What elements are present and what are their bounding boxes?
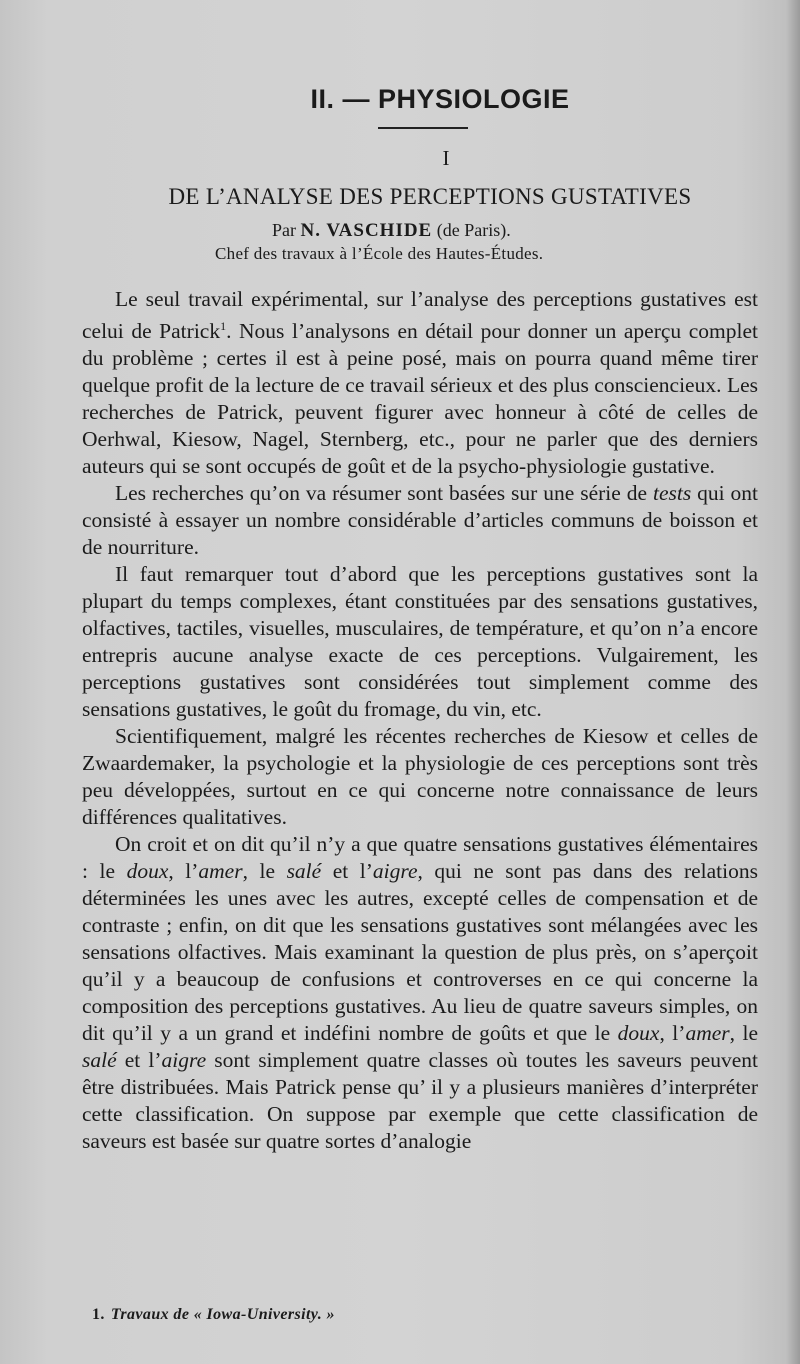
paragraph-text: et l’ xyxy=(321,859,373,884)
page-edge-shadow xyxy=(786,0,800,1364)
article-body xyxy=(82,286,758,1155)
paragraph-text: Le seul travail expérimental, sur l’analyse des perceptions gustatives est celui de Patrick xyxy=(82,287,758,344)
paragraph-text: On croit et on dit qu’il n’y a que quatre sensations gustatives élémentaires : le xyxy=(82,832,758,884)
emphasis: doux xyxy=(617,1021,660,1046)
footnote-text: Travaux de « Iowa-University. » xyxy=(110,1306,335,1323)
article-number: I xyxy=(442,146,450,170)
paragraph-text: , l’ xyxy=(168,859,199,884)
author-place: (de Paris). xyxy=(436,220,511,240)
paragraph-text: qui ont consisté à essayer un nombre considérable d’articles communs de boisson et de nourriture. xyxy=(82,481,758,560)
footnote xyxy=(92,1306,335,1324)
paragraph-text: , qui ne sont pas dans des relations déterminées les unes avec les autres, excepté celles de compensation et de contraste ; enfin, on dit que les sensations gustatives sont mélangées avec les sensations olfactives. Mais examinant la question de plus près, on s’aperçoit qu’il y a beaucoup de confusions et controverses en ce qui concerne la composition des perceptions gustatives. Au lieu de quatre saveurs simples, on dit qu’il y a un grand et indéfini nombre de goûts et que le xyxy=(82,859,758,1046)
byline xyxy=(272,220,511,242)
paragraph-text: Les recherches qu’on va résumer sont basées sur une série de xyxy=(115,481,653,506)
title-rule xyxy=(378,127,468,129)
footnote-number: 1. xyxy=(92,1306,105,1323)
paragraph xyxy=(82,286,758,480)
paragraph: Scientifiquement, malgré les récentes recherches de Kiesow et celles de Zwaardemaker, la psychologie et la physiologie de ces perceptions sont très peu développées, surtout en ce qui concerne notre connaissance de leurs différences qualitatives. xyxy=(82,724,758,830)
section-title: II. — PHYSIOLOGIE xyxy=(310,84,570,114)
byline-prefix: Par xyxy=(272,220,296,240)
paragraph-text: . Nous l’analysons en détail pour donner un aperçu complet du problème ; certes il est à peine posé, mais on pourra quand même tirer quelque profit de la lecture de ce travail sérieux et des plus consciencieux. Les recherches de Patrick, peuvent figurer avec honneur à côté de celles de Oerhwal, Kiesow, Nagel, Sternberg, etc., pour ne parler que des derniers auteurs qui se sont occupés de goût et de la psycho-physiologie gustative. xyxy=(82,319,758,479)
footnote-ref: 1 xyxy=(220,319,227,333)
emphasis: amer xyxy=(685,1021,730,1046)
author-name: N. VASCHIDE xyxy=(300,220,433,241)
emphasis: doux xyxy=(126,859,169,884)
emphasis: amer xyxy=(198,859,243,884)
emphasis: tests xyxy=(652,481,692,506)
paragraph xyxy=(82,831,758,1155)
paragraph-text: , l’ xyxy=(659,1021,686,1046)
emphasis: salé xyxy=(82,1048,117,1073)
article-title: DE L’ANALYSE DES PERCEPTIONS GUSTATIVES xyxy=(168,184,692,209)
paragraph: Il faut remarquer tout d’abord que les perceptions gustatives sont la plupart du temps complexes, étant constituées par des sensations gustatives, olfactives, tactiles, visuelles, musculaires, de température, et qu’on n’a encore entrepris aucune analyse exacte de ces perceptions. Vulgairement, les perceptions gustatives sont considérées tout simplement comme des sensations gustatives, le goût du fromage, du vin, etc. xyxy=(82,562,758,722)
author-affiliation: Chef des travaux à l’École des Hautes-Études. xyxy=(215,244,544,263)
paragraph xyxy=(82,480,758,561)
emphasis: salé xyxy=(286,859,322,884)
emphasis: aigre xyxy=(372,859,418,884)
emphasis: aigre xyxy=(161,1048,207,1073)
paragraph-text: sont simplement quatre classes où toutes les saveurs peuvent être distribuées. Mais Patrick pense qu’ il y a plusieurs manières d’interpréter cette classification. On suppose par exemple que cette classification de saveurs est basée sur quatre sortes d’analogie xyxy=(82,1048,759,1154)
paragraph-text: et l’ xyxy=(116,1048,162,1073)
paragraph-text: , le xyxy=(729,1021,758,1046)
paragraph-text: , le xyxy=(242,859,287,884)
